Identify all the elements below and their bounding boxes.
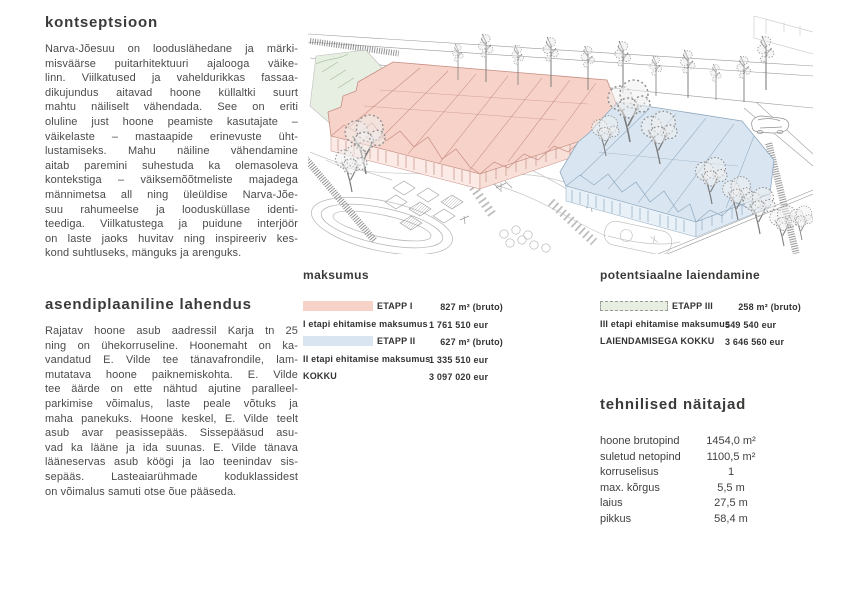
siteplan-title: asendiplaaniline lahendus: [45, 296, 252, 313]
stage2-cost: 1 335 510 eur: [429, 354, 489, 365]
concept-paragraph: Narva-Jõesuu on looduslähedane ja märki- misväärse puitarhitektuuri ajalooga väike- linn. Viilkatused ja vaheldurikkas fassaa- dikujundus aitavad hoone küllaltki suurt mahtu näiliselt vähendada. See on eriti oluline just hoone peamiste kasutajate – väikelaste – mastaapide erinevuste üht- lustamiseks. Mahu näiline vähendamine aitab paremini suhestuda ka olemasoleva kontekstiga – väiksemõõtmeliste majadega männimetsa all ning üleüldise Narva-Jõe- suu rahumeelse ja loodusküllase identi- teediga. Viilkatustega ja puidune interjöör on laste jaoks huvitav ning inspireeriv kes- kond suhtluseks, mänguks ja arenguks.: [45, 43, 298, 260]
stage1-label: I etapi ehitamise maksumus: [303, 318, 428, 329]
etapp2-area: 627 m² (bruto): [440, 337, 503, 348]
length-value: 58,4 m: [714, 512, 748, 525]
technical-rows: [600, 435, 800, 529]
technical-title: tehnilised näitajad: [600, 396, 747, 413]
total-label: KOKKU: [303, 371, 337, 382]
expansion-total-label: LAIENDAMISEGA KOKKU: [600, 336, 715, 347]
stage1-cost: 1 761 510 eur: [429, 319, 489, 330]
tech-row-length: [600, 513, 800, 529]
car-sketch: [752, 116, 789, 134]
net-area-value: 1100,5 m²: [706, 450, 756, 463]
etapp1-swatch: [303, 301, 373, 311]
net-area-label: suletud netopind: [600, 450, 681, 463]
running-track: [308, 187, 458, 254]
tech-row-net-area: [600, 451, 800, 467]
stage2-label: II etapi ehitamise maksumus: [303, 353, 431, 364]
floors-label: korruselisus: [600, 466, 659, 479]
section-concept: [45, 14, 298, 261]
etapp2-label: ETAPP II: [377, 336, 416, 347]
cost-row-etapp2: [303, 335, 503, 353]
expansion-row-stage3: [600, 318, 801, 336]
cost-row-total: [303, 370, 503, 388]
expansion-row-etapp3: [600, 300, 801, 318]
etapp3-swatch: [600, 301, 668, 311]
expansion-rows: [600, 300, 801, 353]
width-value: 27,5 m: [714, 497, 748, 510]
site-axonometric-illustration: [308, 14, 813, 254]
height-value: 5,5 m: [717, 481, 745, 494]
height-label: max. kõrgus: [600, 481, 660, 494]
cost-rows: [303, 300, 503, 388]
stage3-cost: 549 540 eur: [725, 319, 777, 330]
cost-row-etapp1: [303, 300, 503, 318]
expansion-row-total: [600, 335, 801, 353]
cost-row-stage1: [303, 318, 503, 336]
section-technical: [600, 396, 800, 525]
section-expansion: [600, 268, 801, 348]
gross-area-label: hoone brutopind: [600, 435, 680, 447]
total-cost: 3 097 020 eur: [429, 372, 489, 383]
stepping-circles: [500, 226, 550, 252]
etapp1-area: 827 m² (bruto): [440, 302, 503, 312]
etapp3-area: 258 m² (bruto): [738, 302, 801, 312]
tech-row-height: [600, 482, 800, 498]
expansion-total-cost: 3 646 560 eur: [725, 337, 785, 348]
concept-title: kontseptsioon: [45, 14, 158, 31]
section-siteplan: [45, 296, 298, 499]
cost-title: maksumus: [303, 268, 369, 282]
section-cost: [303, 268, 503, 383]
tech-row-floors: [600, 466, 800, 482]
etapp3-label: ETAPP III: [672, 301, 713, 311]
tech-row-width: [600, 497, 800, 513]
floors-value: 1: [727, 466, 735, 479]
length-label: pikkus: [600, 512, 632, 525]
width-label: laius: [600, 497, 623, 510]
sandboxes: [385, 181, 463, 230]
cost-row-stage2: [303, 353, 503, 371]
siteplan-paragraph: Rajatav hoone asub aadressil Karja tn 25 ning on ühekorruseline. Hoonemaht on ka- vandatud E. Vilde tee tänavafrondile, lam- mutatava hoone paiknemiskohta. E. Vilde tee äärde on ette nähtud ajutine paralleel- parkimise võimalus, laste peale võtuks ja maha panekuks. Hoone keskel, E. Vilde teelt asub avar peasissepääs. Sissepääsud asu- vad ka lääne ja ida suunas. E. Vilde tänava lääneservas asub köögi ja lao teenindav sis- sepääs. Lasteaiarühmade koduklassidest on võimalus samuti otse õue pääseda.: [45, 325, 298, 498]
tech-row-gross-area: [600, 435, 800, 451]
stage3-label: III etapi ehitamise maksumus: [600, 318, 731, 329]
expansion-title: potentsiaalne laiendamine: [600, 268, 761, 282]
gross-area-value: 1454,0 m²: [706, 435, 756, 447]
site-axonometric-svg: [308, 14, 813, 254]
etapp2-swatch: [303, 336, 373, 346]
etapp1-label: ETAPP I: [377, 301, 413, 311]
